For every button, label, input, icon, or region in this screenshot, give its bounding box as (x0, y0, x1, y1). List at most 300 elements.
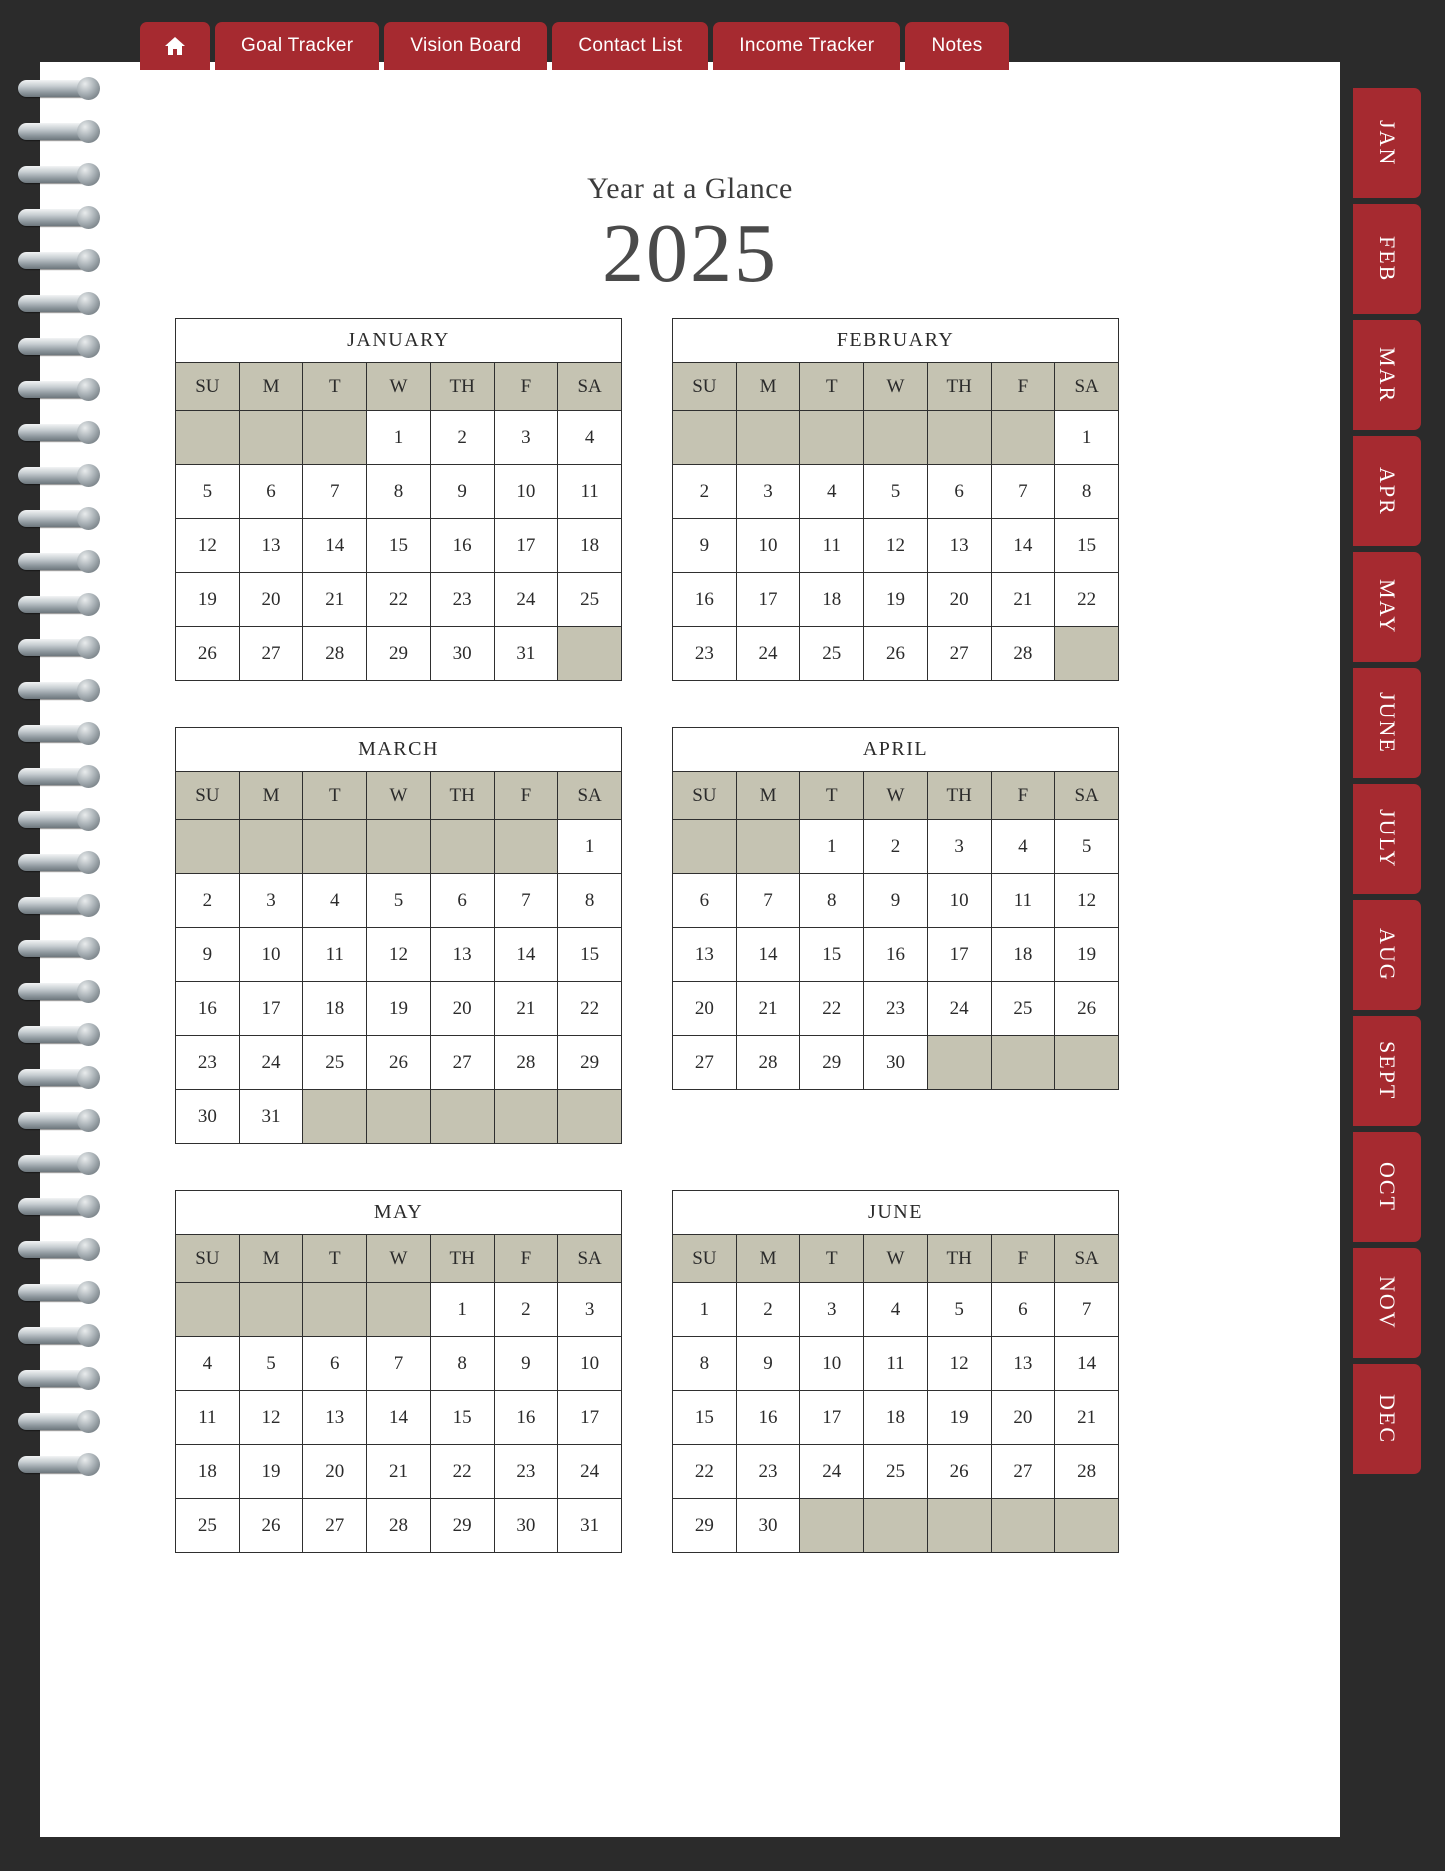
day-cell[interactable]: 27 (991, 1445, 1055, 1499)
day-cell[interactable]: 15 (800, 928, 864, 982)
empty-day-cell (367, 1090, 431, 1144)
day-cell[interactable]: 21 (1055, 1391, 1119, 1445)
day-cell[interactable]: 18 (991, 928, 1055, 982)
weekday-header: W (864, 363, 928, 411)
week-row (176, 1036, 622, 1090)
day-cell[interactable]: 7 (367, 1337, 431, 1391)
weekday-header: TH (430, 772, 494, 820)
empty-day-cell (176, 411, 240, 465)
tab-contact-list[interactable] (552, 22, 708, 70)
day-cell[interactable]: 23 (430, 573, 494, 627)
day-cell[interactable]: 1 (673, 1283, 737, 1337)
month-tab-july[interactable] (1353, 784, 1421, 894)
day-cell[interactable]: 19 (1055, 928, 1119, 982)
day-cell[interactable]: 22 (800, 982, 864, 1036)
spiral-coil (18, 1155, 96, 1172)
month-tab-label: SEPT (1375, 1041, 1400, 1101)
day-cell[interactable]: 27 (430, 1036, 494, 1090)
weekday-header: SA (1055, 1235, 1119, 1283)
day-cell[interactable]: 31 (494, 627, 558, 681)
day-cell[interactable]: 16 (673, 573, 737, 627)
day-cell[interactable]: 25 (864, 1445, 928, 1499)
week-row (176, 1499, 622, 1553)
day-cell[interactable]: 7 (1055, 1283, 1119, 1337)
day-cell[interactable]: 9 (864, 874, 928, 928)
day-cell[interactable]: 26 (864, 627, 928, 681)
weekday-header: SU (673, 363, 737, 411)
day-cell[interactable]: 31 (239, 1090, 303, 1144)
day-cell[interactable]: 19 (864, 573, 928, 627)
month-table (175, 1234, 622, 1553)
day-cell[interactable]: 3 (800, 1283, 864, 1337)
week-row (176, 519, 622, 573)
spiral-coil (18, 940, 96, 957)
day-cell[interactable]: 8 (1055, 465, 1119, 519)
day-cell[interactable]: 1 (430, 1283, 494, 1337)
day-cell[interactable]: 5 (864, 465, 928, 519)
week-row (673, 874, 1119, 928)
weekday-header: T (303, 363, 367, 411)
day-cell[interactable]: 2 (736, 1283, 800, 1337)
day-cell[interactable]: 5 (239, 1337, 303, 1391)
day-cell[interactable]: 28 (303, 627, 367, 681)
month-tab-mar[interactable] (1353, 320, 1421, 430)
day-cell[interactable]: 30 (176, 1090, 240, 1144)
month-tab-apr[interactable] (1353, 436, 1421, 546)
day-cell[interactable]: 5 (1055, 820, 1119, 874)
day-cell[interactable]: 6 (673, 874, 737, 928)
spiral-coil (18, 252, 96, 269)
day-cell[interactable]: 12 (1055, 874, 1119, 928)
day-cell[interactable]: 24 (558, 1445, 622, 1499)
day-cell[interactable]: 15 (558, 928, 622, 982)
day-cell[interactable]: 19 (927, 1391, 991, 1445)
day-cell[interactable]: 19 (367, 982, 431, 1036)
empty-day-cell (800, 411, 864, 465)
day-cell[interactable]: 23 (673, 627, 737, 681)
month-tab-strip (1353, 88, 1421, 1474)
week-row (673, 820, 1119, 874)
weekday-header: TH (927, 772, 991, 820)
day-cell[interactable]: 14 (367, 1391, 431, 1445)
calendar-row (175, 318, 1120, 681)
day-cell[interactable]: 28 (736, 1036, 800, 1090)
day-cell[interactable]: 26 (239, 1499, 303, 1553)
empty-day-cell (1055, 1499, 1119, 1553)
empty-day-cell (1055, 1036, 1119, 1090)
day-cell[interactable]: 23 (494, 1445, 558, 1499)
spiral-coil (18, 295, 96, 312)
spiral-coil (18, 639, 96, 656)
weekday-header-row (176, 363, 622, 411)
month-calendar-february (672, 318, 1119, 681)
day-cell[interactable]: 1 (367, 411, 431, 465)
day-cell[interactable]: 4 (303, 874, 367, 928)
day-cell[interactable]: 15 (1055, 519, 1119, 573)
week-row (176, 411, 622, 465)
month-tab-june[interactable] (1353, 668, 1421, 778)
paper-sheet (40, 62, 1340, 1837)
day-cell[interactable]: 12 (864, 519, 928, 573)
day-cell[interactable]: 27 (239, 627, 303, 681)
day-cell[interactable]: 26 (367, 1036, 431, 1090)
day-cell[interactable]: 22 (1055, 573, 1119, 627)
empty-day-cell (991, 1036, 1055, 1090)
day-cell[interactable]: 8 (367, 465, 431, 519)
day-cell[interactable]: 4 (991, 820, 1055, 874)
weekday-header: F (991, 1235, 1055, 1283)
day-cell[interactable]: 6 (303, 1337, 367, 1391)
month-calendar-april (672, 727, 1119, 1144)
spiral-coil (18, 123, 96, 140)
day-cell[interactable]: 18 (176, 1445, 240, 1499)
top-navigation (140, 22, 1009, 70)
day-cell[interactable]: 2 (673, 465, 737, 519)
day-cell[interactable]: 15 (367, 519, 431, 573)
day-cell[interactable]: 10 (494, 465, 558, 519)
day-cell[interactable]: 2 (176, 874, 240, 928)
week-row (673, 627, 1119, 681)
day-cell[interactable]: 11 (864, 1337, 928, 1391)
day-cell[interactable]: 6 (239, 465, 303, 519)
day-cell[interactable]: 24 (736, 627, 800, 681)
day-cell[interactable]: 18 (800, 573, 864, 627)
weekday-header: TH (927, 1235, 991, 1283)
day-cell[interactable]: 29 (558, 1036, 622, 1090)
day-cell[interactable]: 28 (991, 627, 1055, 681)
day-cell[interactable]: 26 (176, 627, 240, 681)
day-cell[interactable]: 1 (558, 820, 622, 874)
day-cell[interactable]: 6 (430, 874, 494, 928)
empty-day-cell (303, 1283, 367, 1337)
weekday-header-row (176, 772, 622, 820)
week-row (673, 573, 1119, 627)
day-cell[interactable]: 5 (927, 1283, 991, 1337)
day-cell[interactable]: 16 (864, 928, 928, 982)
day-cell[interactable]: 12 (927, 1337, 991, 1391)
day-cell[interactable]: 26 (927, 1445, 991, 1499)
day-cell[interactable]: 25 (176, 1499, 240, 1553)
month-tab-label: DEC (1375, 1394, 1400, 1444)
week-row (673, 465, 1119, 519)
weekday-header: T (800, 772, 864, 820)
day-cell[interactable]: 15 (430, 1391, 494, 1445)
day-cell[interactable]: 23 (176, 1036, 240, 1090)
day-cell[interactable]: 21 (991, 573, 1055, 627)
day-cell[interactable]: 18 (864, 1391, 928, 1445)
day-cell[interactable]: 25 (303, 1036, 367, 1090)
day-cell[interactable]: 17 (800, 1391, 864, 1445)
day-cell[interactable]: 11 (991, 874, 1055, 928)
day-cell[interactable]: 9 (430, 465, 494, 519)
day-cell[interactable]: 9 (176, 928, 240, 982)
week-row (673, 982, 1119, 1036)
day-cell[interactable]: 22 (430, 1445, 494, 1499)
day-cell[interactable]: 2 (864, 820, 928, 874)
weekday-header: W (864, 772, 928, 820)
day-cell[interactable]: 23 (736, 1445, 800, 1499)
empty-day-cell (673, 820, 737, 874)
day-cell[interactable]: 16 (176, 982, 240, 1036)
day-cell[interactable]: 11 (800, 519, 864, 573)
weekday-header: SU (176, 1235, 240, 1283)
calendar-row (175, 727, 1120, 1144)
day-cell[interactable]: 2 (430, 411, 494, 465)
month-tab-oct[interactable] (1353, 1132, 1421, 1242)
day-cell[interactable]: 27 (927, 627, 991, 681)
day-cell[interactable]: 3 (736, 465, 800, 519)
page-subtitle: Year at a Glance (587, 172, 793, 205)
empty-day-cell (239, 1283, 303, 1337)
weekday-header: SA (558, 1235, 622, 1283)
day-cell[interactable]: 3 (494, 411, 558, 465)
spiral-coil (18, 983, 96, 1000)
empty-day-cell (239, 820, 303, 874)
empty-day-cell (239, 411, 303, 465)
day-cell[interactable]: 14 (991, 519, 1055, 573)
day-cell[interactable]: 22 (558, 982, 622, 1036)
day-cell[interactable]: 19 (176, 573, 240, 627)
empty-day-cell (494, 820, 558, 874)
day-cell[interactable]: 10 (800, 1337, 864, 1391)
day-cell[interactable]: 7 (303, 465, 367, 519)
day-cell[interactable]: 13 (927, 519, 991, 573)
day-cell[interactable]: 7 (991, 465, 1055, 519)
weekday-header: SA (1055, 363, 1119, 411)
tab-income-tracker[interactable] (713, 22, 900, 70)
week-row (673, 519, 1119, 573)
spiral-coil (18, 1241, 96, 1258)
day-cell[interactable]: 22 (367, 573, 431, 627)
day-cell[interactable]: 14 (494, 928, 558, 982)
day-cell[interactable]: 3 (558, 1283, 622, 1337)
week-row (176, 1337, 622, 1391)
week-row (176, 1391, 622, 1445)
empty-day-cell (176, 820, 240, 874)
day-cell[interactable]: 20 (239, 573, 303, 627)
day-cell[interactable]: 9 (494, 1337, 558, 1391)
empty-day-cell (367, 1283, 431, 1337)
spiral-coil (18, 338, 96, 355)
day-cell[interactable]: 4 (176, 1337, 240, 1391)
weekday-header-row (673, 363, 1119, 411)
day-cell[interactable]: 27 (303, 1499, 367, 1553)
day-cell[interactable]: 27 (673, 1036, 737, 1090)
empty-day-cell (303, 820, 367, 874)
spiral-coil (18, 1413, 96, 1430)
tab-notes[interactable] (905, 22, 1008, 70)
tab-goal-tracker[interactable] (215, 22, 379, 70)
day-cell[interactable]: 18 (303, 982, 367, 1036)
day-cell[interactable]: 6 (927, 465, 991, 519)
tab-home[interactable] (140, 22, 210, 70)
weekday-header-row (673, 1235, 1119, 1283)
day-cell[interactable]: 22 (673, 1445, 737, 1499)
page-title (40, 172, 1340, 300)
month-tab-label: JULY (1375, 809, 1400, 869)
month-tab-may[interactable] (1353, 552, 1421, 662)
day-cell[interactable]: 28 (1055, 1445, 1119, 1499)
day-cell[interactable]: 20 (303, 1445, 367, 1499)
day-cell[interactable]: 10 (736, 519, 800, 573)
day-cell[interactable]: 18 (558, 519, 622, 573)
spiral-coil (18, 811, 96, 828)
day-cell[interactable]: 24 (927, 982, 991, 1036)
empty-day-cell (1055, 627, 1119, 681)
day-cell[interactable]: 4 (800, 465, 864, 519)
day-cell[interactable]: 29 (800, 1036, 864, 1090)
day-cell[interactable]: 17 (494, 519, 558, 573)
day-cell[interactable]: 20 (673, 982, 737, 1036)
day-cell[interactable]: 13 (430, 928, 494, 982)
day-cell[interactable]: 25 (558, 573, 622, 627)
day-cell[interactable]: 11 (303, 928, 367, 982)
weekday-header: F (494, 363, 558, 411)
day-cell[interactable]: 14 (736, 928, 800, 982)
day-cell[interactable]: 10 (927, 874, 991, 928)
day-cell[interactable]: 24 (800, 1445, 864, 1499)
day-cell[interactable]: 16 (430, 519, 494, 573)
month-table (175, 771, 622, 1144)
day-cell[interactable]: 1 (1055, 411, 1119, 465)
day-cell[interactable]: 23 (864, 982, 928, 1036)
day-cell[interactable]: 30 (494, 1499, 558, 1553)
day-cell[interactable]: 17 (239, 982, 303, 1036)
month-tab-aug[interactable] (1353, 900, 1421, 1010)
day-cell[interactable]: 15 (673, 1391, 737, 1445)
day-cell[interactable]: 5 (176, 465, 240, 519)
weekday-header: F (991, 363, 1055, 411)
weekday-header: W (367, 1235, 431, 1283)
weekday-header: TH (430, 1235, 494, 1283)
day-cell[interactable]: 13 (303, 1391, 367, 1445)
day-cell[interactable]: 24 (239, 1036, 303, 1090)
day-cell[interactable]: 17 (736, 573, 800, 627)
day-cell[interactable]: 17 (558, 1391, 622, 1445)
spiral-coil (18, 768, 96, 785)
day-cell[interactable]: 31 (558, 1499, 622, 1553)
spiral-coil (18, 1284, 96, 1301)
week-row (673, 1337, 1119, 1391)
day-cell[interactable]: 6 (991, 1283, 1055, 1337)
month-calendar-january (175, 318, 622, 681)
day-cell[interactable]: 8 (558, 874, 622, 928)
day-cell[interactable]: 11 (558, 465, 622, 519)
week-row (673, 1445, 1119, 1499)
spiral-coil (18, 80, 96, 97)
spiral-coil (18, 1370, 96, 1387)
day-cell[interactable]: 4 (864, 1283, 928, 1337)
day-cell[interactable]: 25 (991, 982, 1055, 1036)
day-cell[interactable]: 20 (430, 982, 494, 1036)
day-cell[interactable]: 29 (367, 627, 431, 681)
spiral-coil (18, 553, 96, 570)
day-cell[interactable]: 5 (367, 874, 431, 928)
day-cell[interactable]: 19 (239, 1445, 303, 1499)
month-tab-feb[interactable] (1353, 204, 1421, 314)
day-cell[interactable]: 12 (176, 519, 240, 573)
day-cell[interactable]: 16 (494, 1391, 558, 1445)
day-cell[interactable]: 2 (494, 1283, 558, 1337)
day-cell[interactable]: 30 (430, 627, 494, 681)
day-cell[interactable]: 14 (1055, 1337, 1119, 1391)
day-cell[interactable]: 10 (558, 1337, 622, 1391)
month-tab-nov[interactable] (1353, 1248, 1421, 1358)
day-cell[interactable]: 3 (239, 874, 303, 928)
month-name: MAY (175, 1190, 622, 1234)
day-cell[interactable]: 28 (494, 1036, 558, 1090)
day-cell[interactable]: 25 (800, 627, 864, 681)
day-cell[interactable]: 16 (736, 1391, 800, 1445)
day-cell[interactable]: 10 (239, 928, 303, 982)
day-cell[interactable]: 9 (736, 1337, 800, 1391)
day-cell[interactable]: 17 (927, 928, 991, 982)
day-cell[interactable]: 7 (494, 874, 558, 928)
day-cell[interactable]: 26 (1055, 982, 1119, 1036)
empty-day-cell (736, 411, 800, 465)
spiral-coil (18, 381, 96, 398)
day-cell[interactable]: 11 (176, 1391, 240, 1445)
day-cell[interactable]: 28 (367, 1499, 431, 1553)
month-tab-sept[interactable] (1353, 1016, 1421, 1126)
day-cell[interactable]: 30 (736, 1499, 800, 1553)
weekday-header-row (176, 1235, 622, 1283)
day-cell[interactable]: 20 (927, 573, 991, 627)
day-cell[interactable]: 13 (673, 928, 737, 982)
day-cell[interactable]: 8 (800, 874, 864, 928)
day-cell[interactable]: 9 (673, 519, 737, 573)
day-cell[interactable]: 24 (494, 573, 558, 627)
tab-vision-board[interactable] (384, 22, 547, 70)
weekday-header: T (800, 1235, 864, 1283)
day-cell[interactable]: 14 (303, 519, 367, 573)
spiral-coil (18, 596, 96, 613)
day-cell[interactable]: 13 (991, 1337, 1055, 1391)
day-cell[interactable]: 8 (430, 1337, 494, 1391)
day-cell[interactable]: 13 (239, 519, 303, 573)
day-cell[interactable]: 7 (736, 874, 800, 928)
day-cell[interactable]: 3 (927, 820, 991, 874)
day-cell[interactable]: 29 (673, 1499, 737, 1553)
weekday-header: T (800, 363, 864, 411)
day-cell[interactable]: 12 (367, 928, 431, 982)
day-cell[interactable]: 21 (367, 1445, 431, 1499)
day-cell[interactable]: 20 (991, 1391, 1055, 1445)
day-cell[interactable]: 4 (558, 411, 622, 465)
day-cell[interactable]: 1 (800, 820, 864, 874)
month-tab-jan[interactable] (1353, 88, 1421, 198)
spiral-coil (18, 209, 96, 226)
day-cell[interactable]: 21 (494, 982, 558, 1036)
spiral-coil (18, 1026, 96, 1043)
day-cell[interactable]: 12 (239, 1391, 303, 1445)
day-cell[interactable]: 21 (736, 982, 800, 1036)
weekday-header: M (736, 772, 800, 820)
month-tab-label: APR (1375, 466, 1400, 516)
day-cell[interactable]: 29 (430, 1499, 494, 1553)
month-tab-dec[interactable] (1353, 1364, 1421, 1474)
month-name: JUNE (672, 1190, 1119, 1234)
month-tab-label: AUG (1375, 928, 1400, 982)
empty-day-cell (991, 1499, 1055, 1553)
day-cell[interactable]: 8 (673, 1337, 737, 1391)
weekday-header: W (367, 772, 431, 820)
day-cell[interactable]: 21 (303, 573, 367, 627)
empty-day-cell (176, 1283, 240, 1337)
day-cell[interactable]: 30 (864, 1036, 928, 1090)
month-table (175, 362, 622, 681)
weekday-header: SU (176, 363, 240, 411)
